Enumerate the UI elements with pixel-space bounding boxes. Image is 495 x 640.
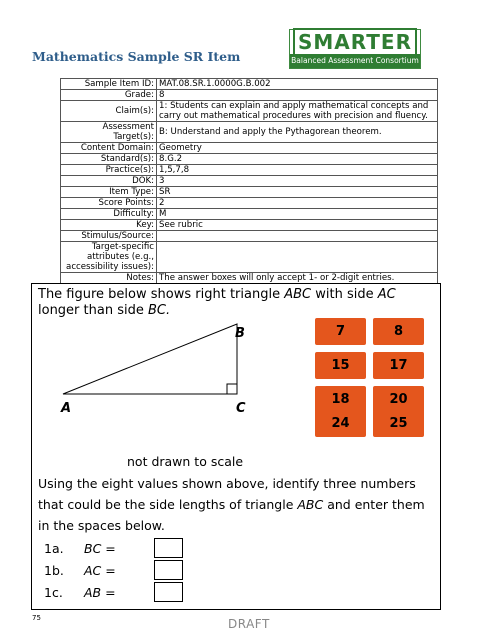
answer-row-1b bbox=[44, 563, 136, 578]
stem-side-ac: AC bbox=[377, 287, 396, 302]
metadata-value: 8.G.2 bbox=[157, 154, 438, 165]
instr-triangle-name: ABC bbox=[297, 497, 324, 512]
metadata-row bbox=[61, 143, 438, 154]
value-tile[interactable]: 18 bbox=[315, 386, 366, 413]
answer-label: 1c. bbox=[44, 585, 63, 600]
answer-row-1a bbox=[44, 541, 136, 556]
answer-input-ac[interactable] bbox=[154, 560, 183, 580]
stem-text-2: with side bbox=[311, 287, 378, 302]
metadata-row bbox=[61, 165, 438, 176]
logo-main-text: SMARTER bbox=[293, 28, 417, 56]
metadata-row bbox=[61, 220, 438, 231]
stem-text-3: longer than side bbox=[38, 303, 148, 318]
metadata-value: 1,5,7,8 bbox=[157, 165, 438, 176]
metadata-value: 1: Students can explain and apply mathematical concepts and carry out mathematical procedures with precision and fluency. bbox=[157, 101, 438, 122]
right-angle-marker bbox=[227, 384, 237, 394]
metadata-key: Stimulus/Source: bbox=[61, 231, 157, 242]
answer-label: 1b. bbox=[44, 563, 64, 578]
value-tile[interactable]: 7 bbox=[315, 318, 366, 345]
metadata-key: Key: bbox=[61, 220, 157, 231]
vertex-c-label: C bbox=[236, 401, 246, 416]
metadata-row bbox=[61, 101, 438, 122]
metadata-key: Difficulty: bbox=[61, 209, 157, 220]
smarter-logo bbox=[289, 29, 421, 69]
metadata-key: Practice(s): bbox=[61, 165, 157, 176]
item-metadata-table bbox=[60, 78, 438, 284]
instructions bbox=[38, 473, 438, 536]
metadata-value: M bbox=[157, 209, 438, 220]
vertex-a-label: A bbox=[61, 401, 72, 416]
metadata-value: The answer boxes will only accept 1- or 2-digit entries. bbox=[157, 273, 438, 284]
stem-text: The figure below shows right triangle bbox=[38, 287, 285, 302]
answer-input-ab[interactable] bbox=[154, 582, 183, 602]
metadata-row bbox=[61, 273, 438, 284]
page-number: 75 bbox=[32, 614, 41, 622]
answer-row-1c bbox=[44, 585, 136, 600]
value-tile[interactable]: 24 bbox=[315, 410, 366, 437]
metadata-key: Grade: bbox=[61, 90, 157, 101]
vertex-b-label: B bbox=[235, 326, 245, 341]
stem-side-bc: BC. bbox=[147, 303, 171, 318]
metadata-key: Claim(s): bbox=[61, 101, 157, 122]
metadata-value: 3 bbox=[157, 176, 438, 187]
value-tile[interactable]: 17 bbox=[373, 352, 424, 379]
scale-note: not drawn to scale bbox=[127, 454, 244, 469]
stem-triangle-name: ABC bbox=[284, 287, 312, 302]
document-title: Mathematics Sample SR Item bbox=[32, 49, 241, 64]
answer-expression: BC = bbox=[84, 541, 116, 556]
instr-text-2: and enter them in the spaces below. bbox=[38, 497, 425, 533]
value-tile[interactable]: 20 bbox=[373, 386, 424, 413]
question-box bbox=[31, 283, 441, 610]
metadata-value: Geometry bbox=[157, 143, 438, 154]
metadata-row bbox=[61, 90, 438, 101]
metadata-row bbox=[61, 242, 438, 273]
draft-watermark: DRAFT bbox=[228, 617, 270, 631]
metadata-key: Content Domain: bbox=[61, 143, 157, 154]
answer-expression: AB = bbox=[84, 585, 116, 600]
metadata-row bbox=[61, 231, 438, 242]
answer-label: 1a. bbox=[44, 541, 64, 556]
metadata-key: Assessment Target(s): bbox=[61, 122, 157, 143]
metadata-row bbox=[61, 209, 438, 220]
metadata-key: DOK: bbox=[61, 176, 157, 187]
metadata-value: B: Understand and apply the Pythagorean theorem. bbox=[157, 122, 438, 143]
metadata-value: SR bbox=[157, 187, 438, 198]
metadata-value bbox=[157, 242, 438, 273]
answer-input-bc[interactable] bbox=[154, 538, 183, 558]
metadata-value bbox=[157, 231, 438, 242]
metadata-row bbox=[61, 187, 438, 198]
metadata-key: Score Points: bbox=[61, 198, 157, 209]
metadata-key: Item Type: bbox=[61, 187, 157, 198]
metadata-value: MAT.08.SR.1.0000G.B.002 bbox=[157, 79, 438, 90]
metadata-key: Target-specific attributes (e.g., accessibility issues): bbox=[61, 242, 157, 273]
metadata-key: Sample Item ID: bbox=[61, 79, 157, 90]
value-tile[interactable]: 8 bbox=[373, 318, 424, 345]
metadata-key: Standard(s): bbox=[61, 154, 157, 165]
metadata-value: 2 bbox=[157, 198, 438, 209]
triangle-abc bbox=[63, 324, 237, 394]
value-tile[interactable]: 15 bbox=[315, 352, 366, 379]
metadata-value: See rubric bbox=[157, 220, 438, 231]
metadata-row bbox=[61, 198, 438, 209]
value-tile[interactable]: 25 bbox=[373, 410, 424, 437]
logo-sub-text: Balanced Assessment Consortium bbox=[290, 54, 420, 68]
instr-text: Using the eight values shown above, identify three numbers that could be the side lengths of triangle bbox=[38, 476, 416, 512]
metadata-row bbox=[61, 154, 438, 165]
metadata-key: Notes: bbox=[61, 273, 157, 284]
metadata-row bbox=[61, 79, 438, 90]
answer-expression: AC = bbox=[84, 563, 116, 578]
metadata-value: 8 bbox=[157, 90, 438, 101]
metadata-row bbox=[61, 122, 438, 143]
metadata-row bbox=[61, 176, 438, 187]
